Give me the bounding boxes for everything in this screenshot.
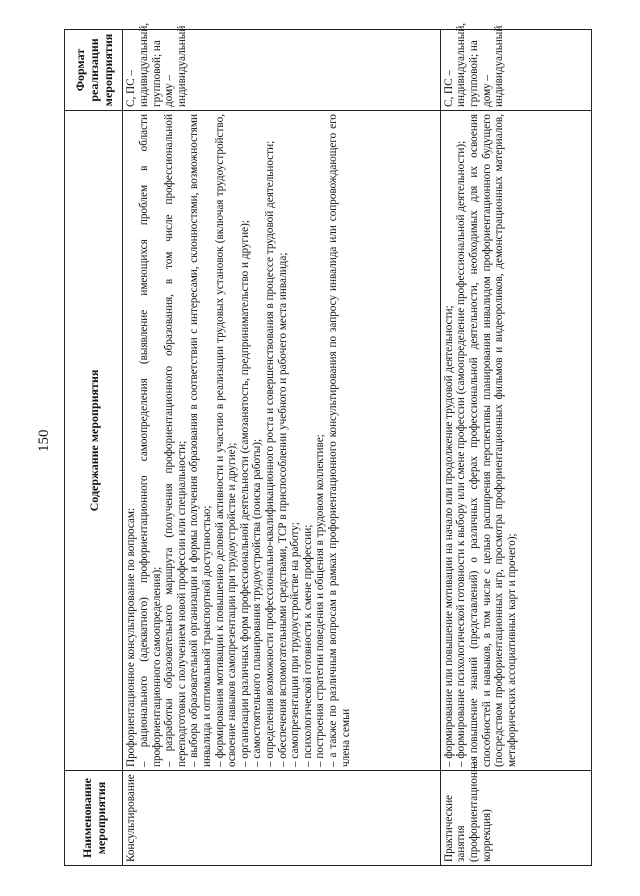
table-row	[123, 30, 440, 866]
content-item: – определения возможности профессионально-квалификационного роста и совершенствования в процессе трудовой деятельности;	[263, 140, 276, 767]
header-format: Формат реализации мероприятия	[65, 30, 123, 111]
row-name: Практические занятия (профориентационная коррекция)	[440, 771, 591, 866]
content-item: – организации различных форм профессиональной деятельности (самозанятость, предпринимательство и другие);	[238, 220, 251, 767]
content-item: – самостоятельного планирования трудоустройства (поиска работы);	[251, 438, 264, 767]
content-item: – формирования мотивации к повышению деловой активности и участию в реализации трудовых установок (включая трудоустройство, освоение навыков самопрезентации при трудоустройстве и другие);	[213, 114, 239, 767]
row-content	[440, 111, 591, 771]
content-item: – повышение знаний (представлений) о различных сферах профессиональной деятельности, необходимых для их освоения способностей и навыков, в том числе с целью расширения перспективы планирования инвалидом профориентационного будущего (посредством профориентационных игр, просмотра профориентационных фильмов и видеороликов, демонстрационных материалов, метафорических ассоциативных карт и прочего);	[468, 114, 518, 767]
row-format: С, ПС – индивидуальный, групповой; на дому – индивидуальный	[440, 30, 591, 111]
table-header-row	[65, 30, 123, 866]
row-format: С, ПС – индивидуальный, групповой; на дому – индивидуальный	[123, 30, 440, 111]
table-row	[440, 30, 591, 866]
page-number: 150	[36, 429, 52, 452]
header-name: Наименование мероприятия	[65, 771, 123, 866]
content-item: Профориентационное консультирование по вопросам:	[125, 507, 138, 767]
header-content: Содержание мероприятия	[65, 111, 123, 771]
content-item: – разработки образовательного маршрута (получения профориентационного образования, в том числе профессиональной переподготовки с получением новой профессии или специальности;	[163, 114, 188, 767]
content-item: – обеспечения вспомогательными средствами, ТСР в приспособлении учебного и рабочего места инвалида;	[276, 252, 289, 767]
row-name: Консультирование	[123, 771, 440, 866]
content-item: – выбора образовательной организации и формы получения образования в соответствии с интересами, склонностями, возможностями инвалида и оптимальной транспортной доступностью;	[188, 114, 213, 767]
rotated-page	[64, 22, 592, 866]
content-item: – рационального (адекватного) профориентационного самоопределения (выявление имеющихся проблем в области профориентационного самоопределения);	[138, 114, 163, 767]
content-item: – формирование или повышение мотивации на начало или продолжение трудовой деятельности;	[442, 305, 455, 767]
content-item: – формирование психологической готовности к выбору или смене профессии (самоопределение профессиональной деятельности);	[455, 140, 468, 767]
content-item: – самопрезентации при трудоустройстве на работу;	[289, 522, 302, 767]
content-item: – а также по различным вопросам в рамках профориентационного консультирования по запросу инвалида или сопровождающего его члена семьи	[326, 114, 352, 767]
events-table	[64, 22, 592, 866]
content-item: – построения стратегии поведения и общения в трудовом коллективе;	[314, 434, 327, 767]
row-content	[123, 111, 440, 771]
content-item: – психологической готовности к смене профессии;	[301, 524, 314, 767]
